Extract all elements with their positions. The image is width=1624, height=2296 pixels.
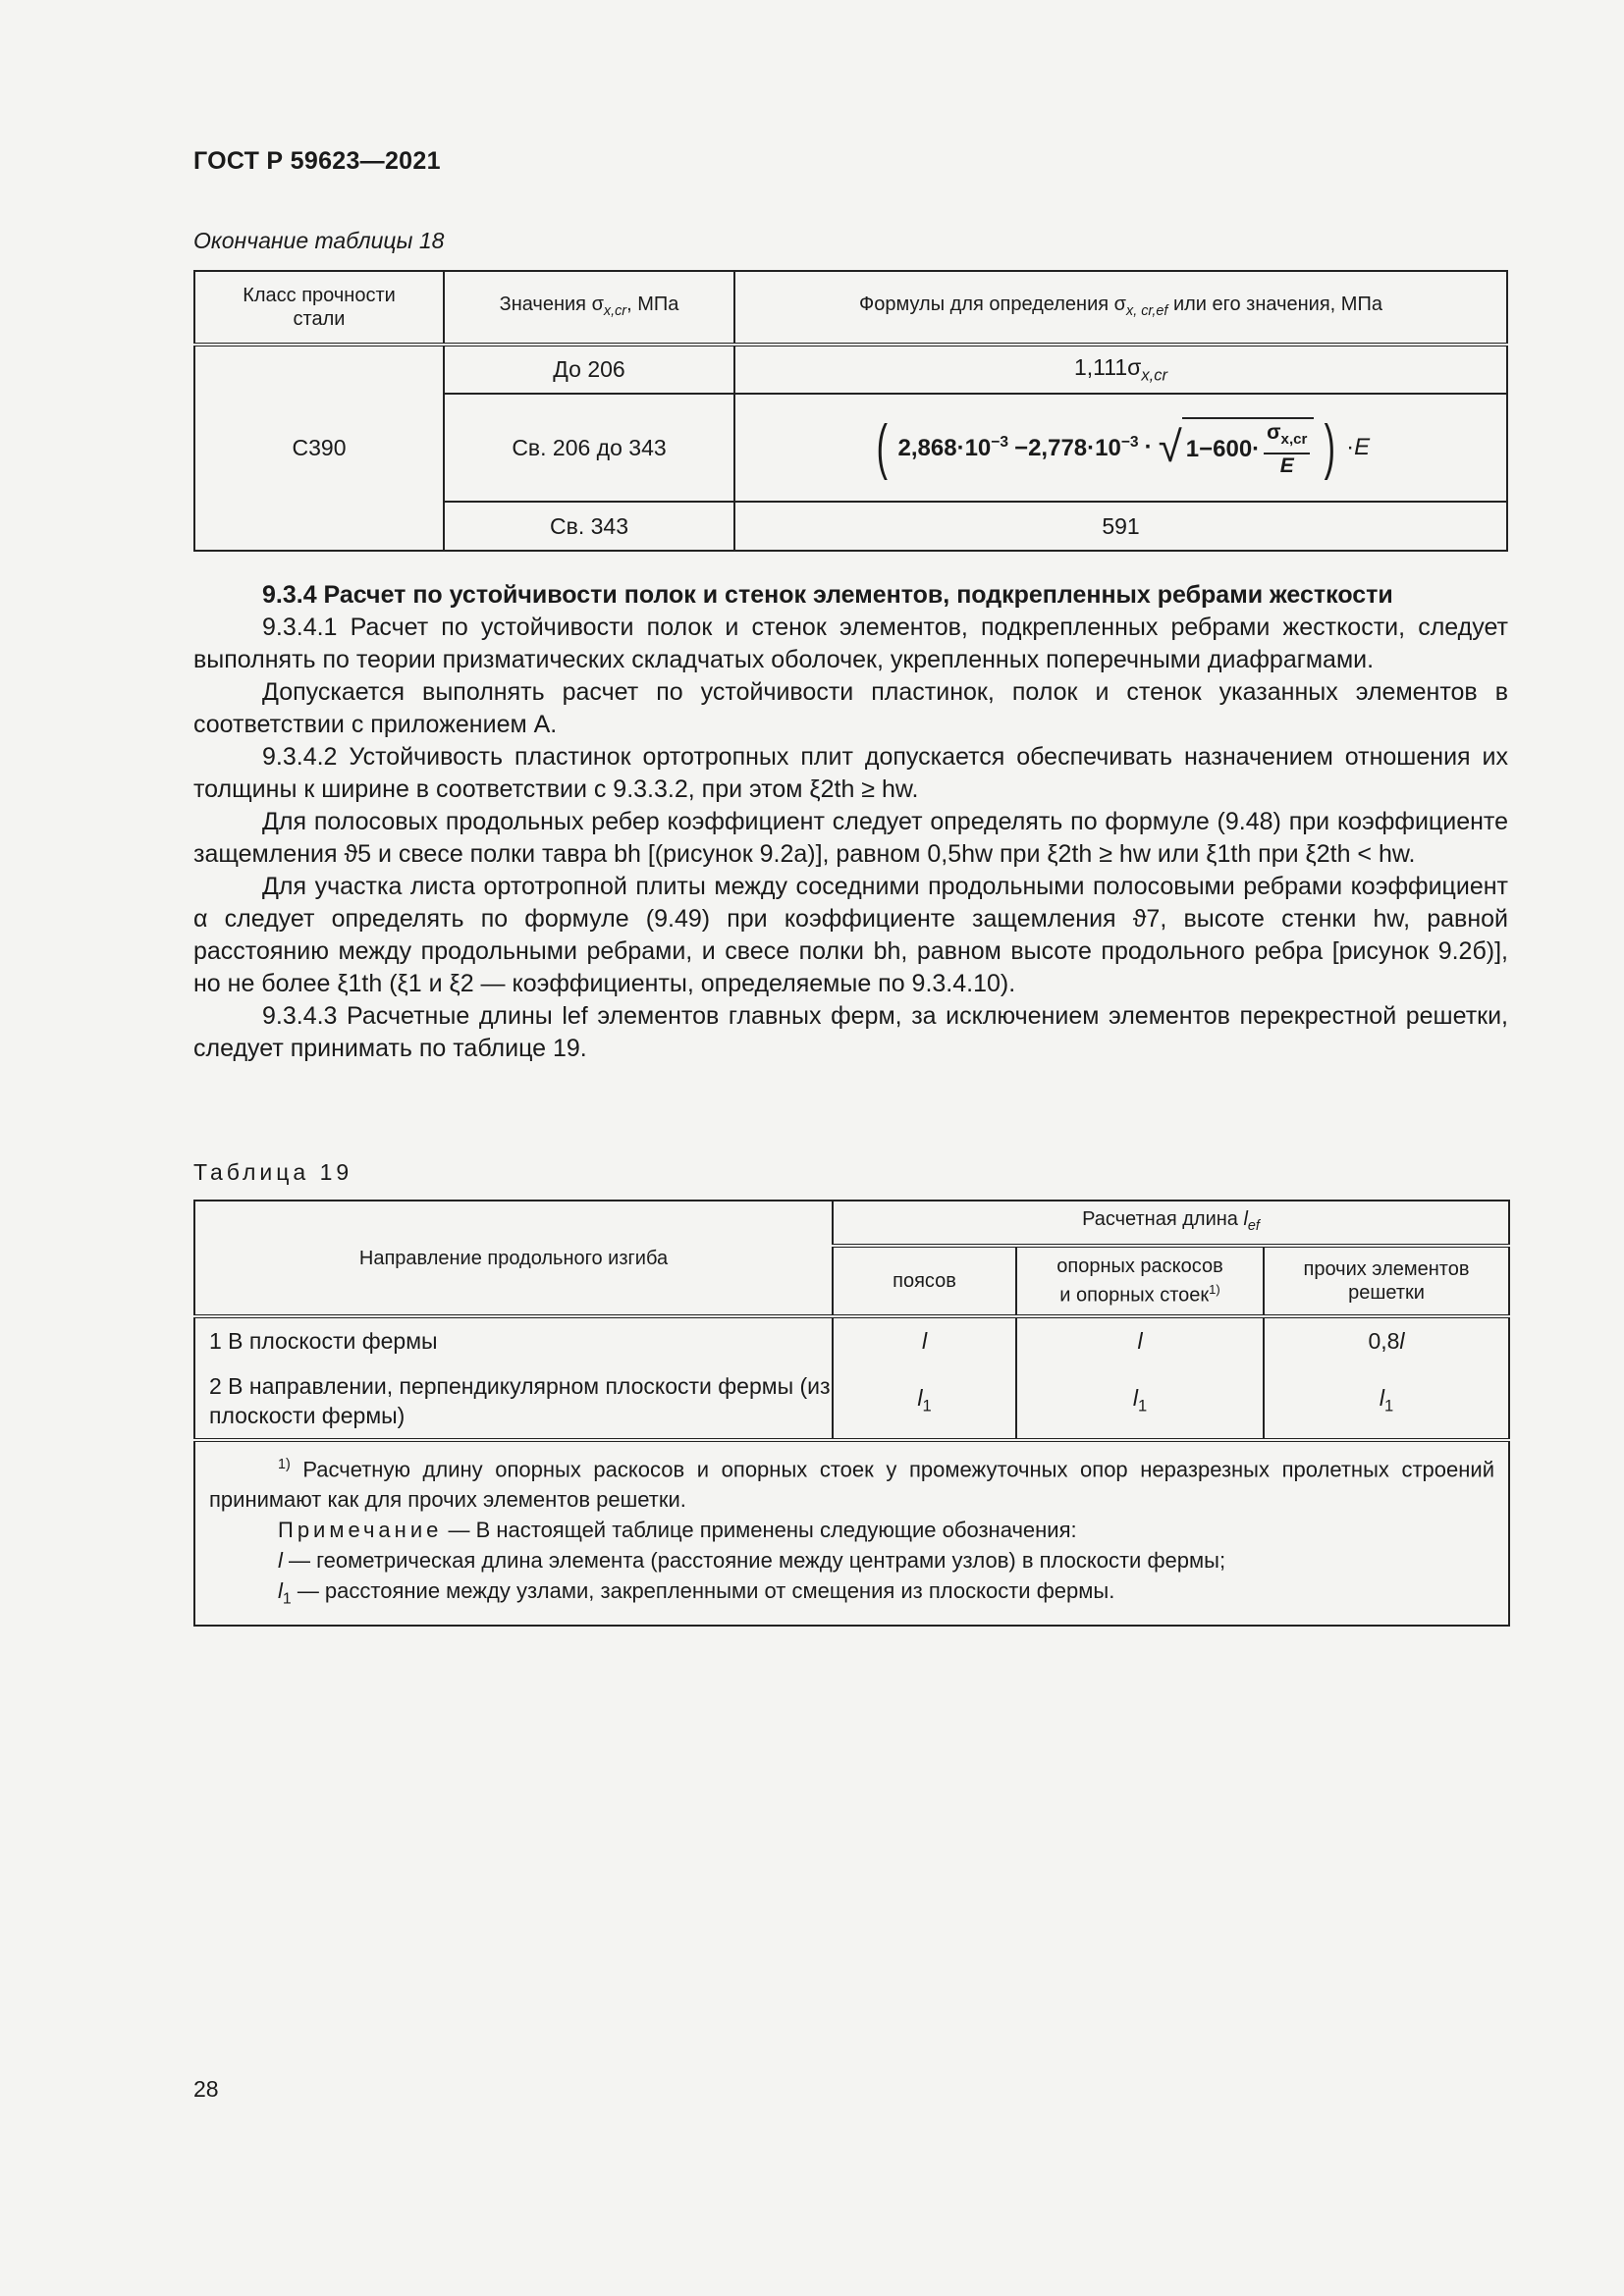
paragraph: Для полосовых продольных ребер коэффициент следует определять по формуле (9.48) при коэффициенте защемления ϑ5 и свесе полки тавра bh [(рисунок 9.2а)], равном 0,5hw при ξ2th ≥ hw или ξ1th при ξ2th < hw.	[193, 808, 1508, 868]
note-l1: $l_1$ — расстояние между узлами, закрепленными от смещения из плоскости фермы.	[278, 1578, 1115, 1608]
table19-cell: $l_1$	[1016, 1363, 1264, 1440]
table18-header-formulas: Формулы для определения $\sigma_{x, cr,ef}$ или его значения, МПа	[734, 271, 1507, 345]
table19-row-label: 2 В направлении, перпендикулярном плоскости фермы (из плоскости фермы)	[194, 1363, 833, 1440]
paragraph: Для участка листа ортотропной плиты между соседними продольными полосовыми ребрами коэффициент α следует определять по формуле (9.49) при коэффициенте защемления ϑ7, высоте стенки hw, равной расстоянию между продольными ребрами, и свесе полки bh, равном высоте продольного ребра [рисунок 9.2б)], но не более ξ1th (ξ1 и ξ2 — коэффициенты, определяемые по 9.3.4.10).	[193, 873, 1508, 997]
table18-range: До 206	[444, 345, 734, 394]
table18-caption: Окончание таблицы 18	[193, 228, 445, 253]
section-heading: 9.3.4 Расчет по устойчивости полок и стенок элементов, подкрепленных ребрами жесткости	[262, 581, 1393, 609]
table19-sub-header: прочих элементов решетки	[1264, 1246, 1509, 1316]
section-9-3-4	[193, 579, 1508, 1065]
paragraph: 9.3.4.3 Расчетные длины lef элементов главных ферм, за исключением элементов перекрестной решетки, следует принимать по таблице 19.	[193, 1002, 1508, 1062]
table18-value: $1,111\sigma_{x,cr}$	[734, 345, 1507, 394]
table19-header-group: Расчетная длина $l_{ef}$	[833, 1201, 1509, 1246]
note: Примечание — В настоящей таблице применены следующие обозначения:	[278, 1518, 1077, 1543]
table19-header-direction: Направление продольного изгиба	[194, 1201, 833, 1316]
table18-range: Св. 206 до 343	[444, 394, 734, 502]
paragraph: 9.3.4.1 Расчет по устойчивости полок и стенок элементов, подкрепленных ребрами жесткости, следует выполнять по теории призматических складчатых оболочек, укрепленных поперечными диафрагмами.	[193, 614, 1508, 673]
document-header: ГОСТ Р 59623—2021	[193, 147, 441, 175]
table19-cell: 0,8l	[1264, 1316, 1509, 1363]
table19-row-label: 1 В плоскости фермы	[194, 1316, 833, 1363]
note-l: l — геометрическая длина элемента (расстояние между центрами узлов) в плоскости фермы;	[278, 1548, 1226, 1574]
table18-formula: ( $2,868\cdot 10^{-3}$ $-2,778\cdot 10^{-3}$ · √ 1−600· $\frac{\sigma_{x,cr}}{E}$ ) ·E	[734, 394, 1507, 502]
table19-sub-header: опорных раскосов и опорных стоек$^{1)}$	[1016, 1246, 1264, 1316]
table19-sub-header: поясов	[833, 1246, 1016, 1316]
paragraph: 9.3.4.2 Устойчивость пластинок ортотропных плит допускается обеспечивать назначением отношения их толщины к ширине в соответствии с 9.3.3.2, при этом ξ2th ≥ hw.	[193, 743, 1508, 803]
footnote: $^{1)}$ Расчетную длину опорных раскосов и опорных стоек у промежуточных опор неразрезных пролетных строений принимают как для прочих элементов решетки.	[209, 1457, 1494, 1513]
table18-header-values: Значения $\sigma_{x,cr}$, МПа	[444, 271, 734, 345]
table-18	[193, 270, 1508, 552]
table18-steel-class: С390	[194, 345, 444, 551]
table19-notes	[194, 1440, 1509, 1626]
table19-cell: l	[1016, 1316, 1264, 1363]
table19-caption: Таблица 19	[193, 1159, 353, 1185]
table18-range: Св. 343	[444, 502, 734, 551]
table18-header-class: Класс прочности стали	[194, 271, 444, 345]
table19-cell: $l_1$	[1264, 1363, 1509, 1440]
table19-cell: l	[833, 1316, 1016, 1363]
table-19	[193, 1200, 1510, 1627]
table19-cell: $l_1$	[833, 1363, 1016, 1440]
table18-value: 591	[734, 502, 1507, 551]
paragraph: Допускается выполнять расчет по устойчивости пластинок, полок и стенок указанных элементов в соответствии с приложением А.	[193, 678, 1508, 738]
page-number: 28	[193, 2076, 219, 2102]
